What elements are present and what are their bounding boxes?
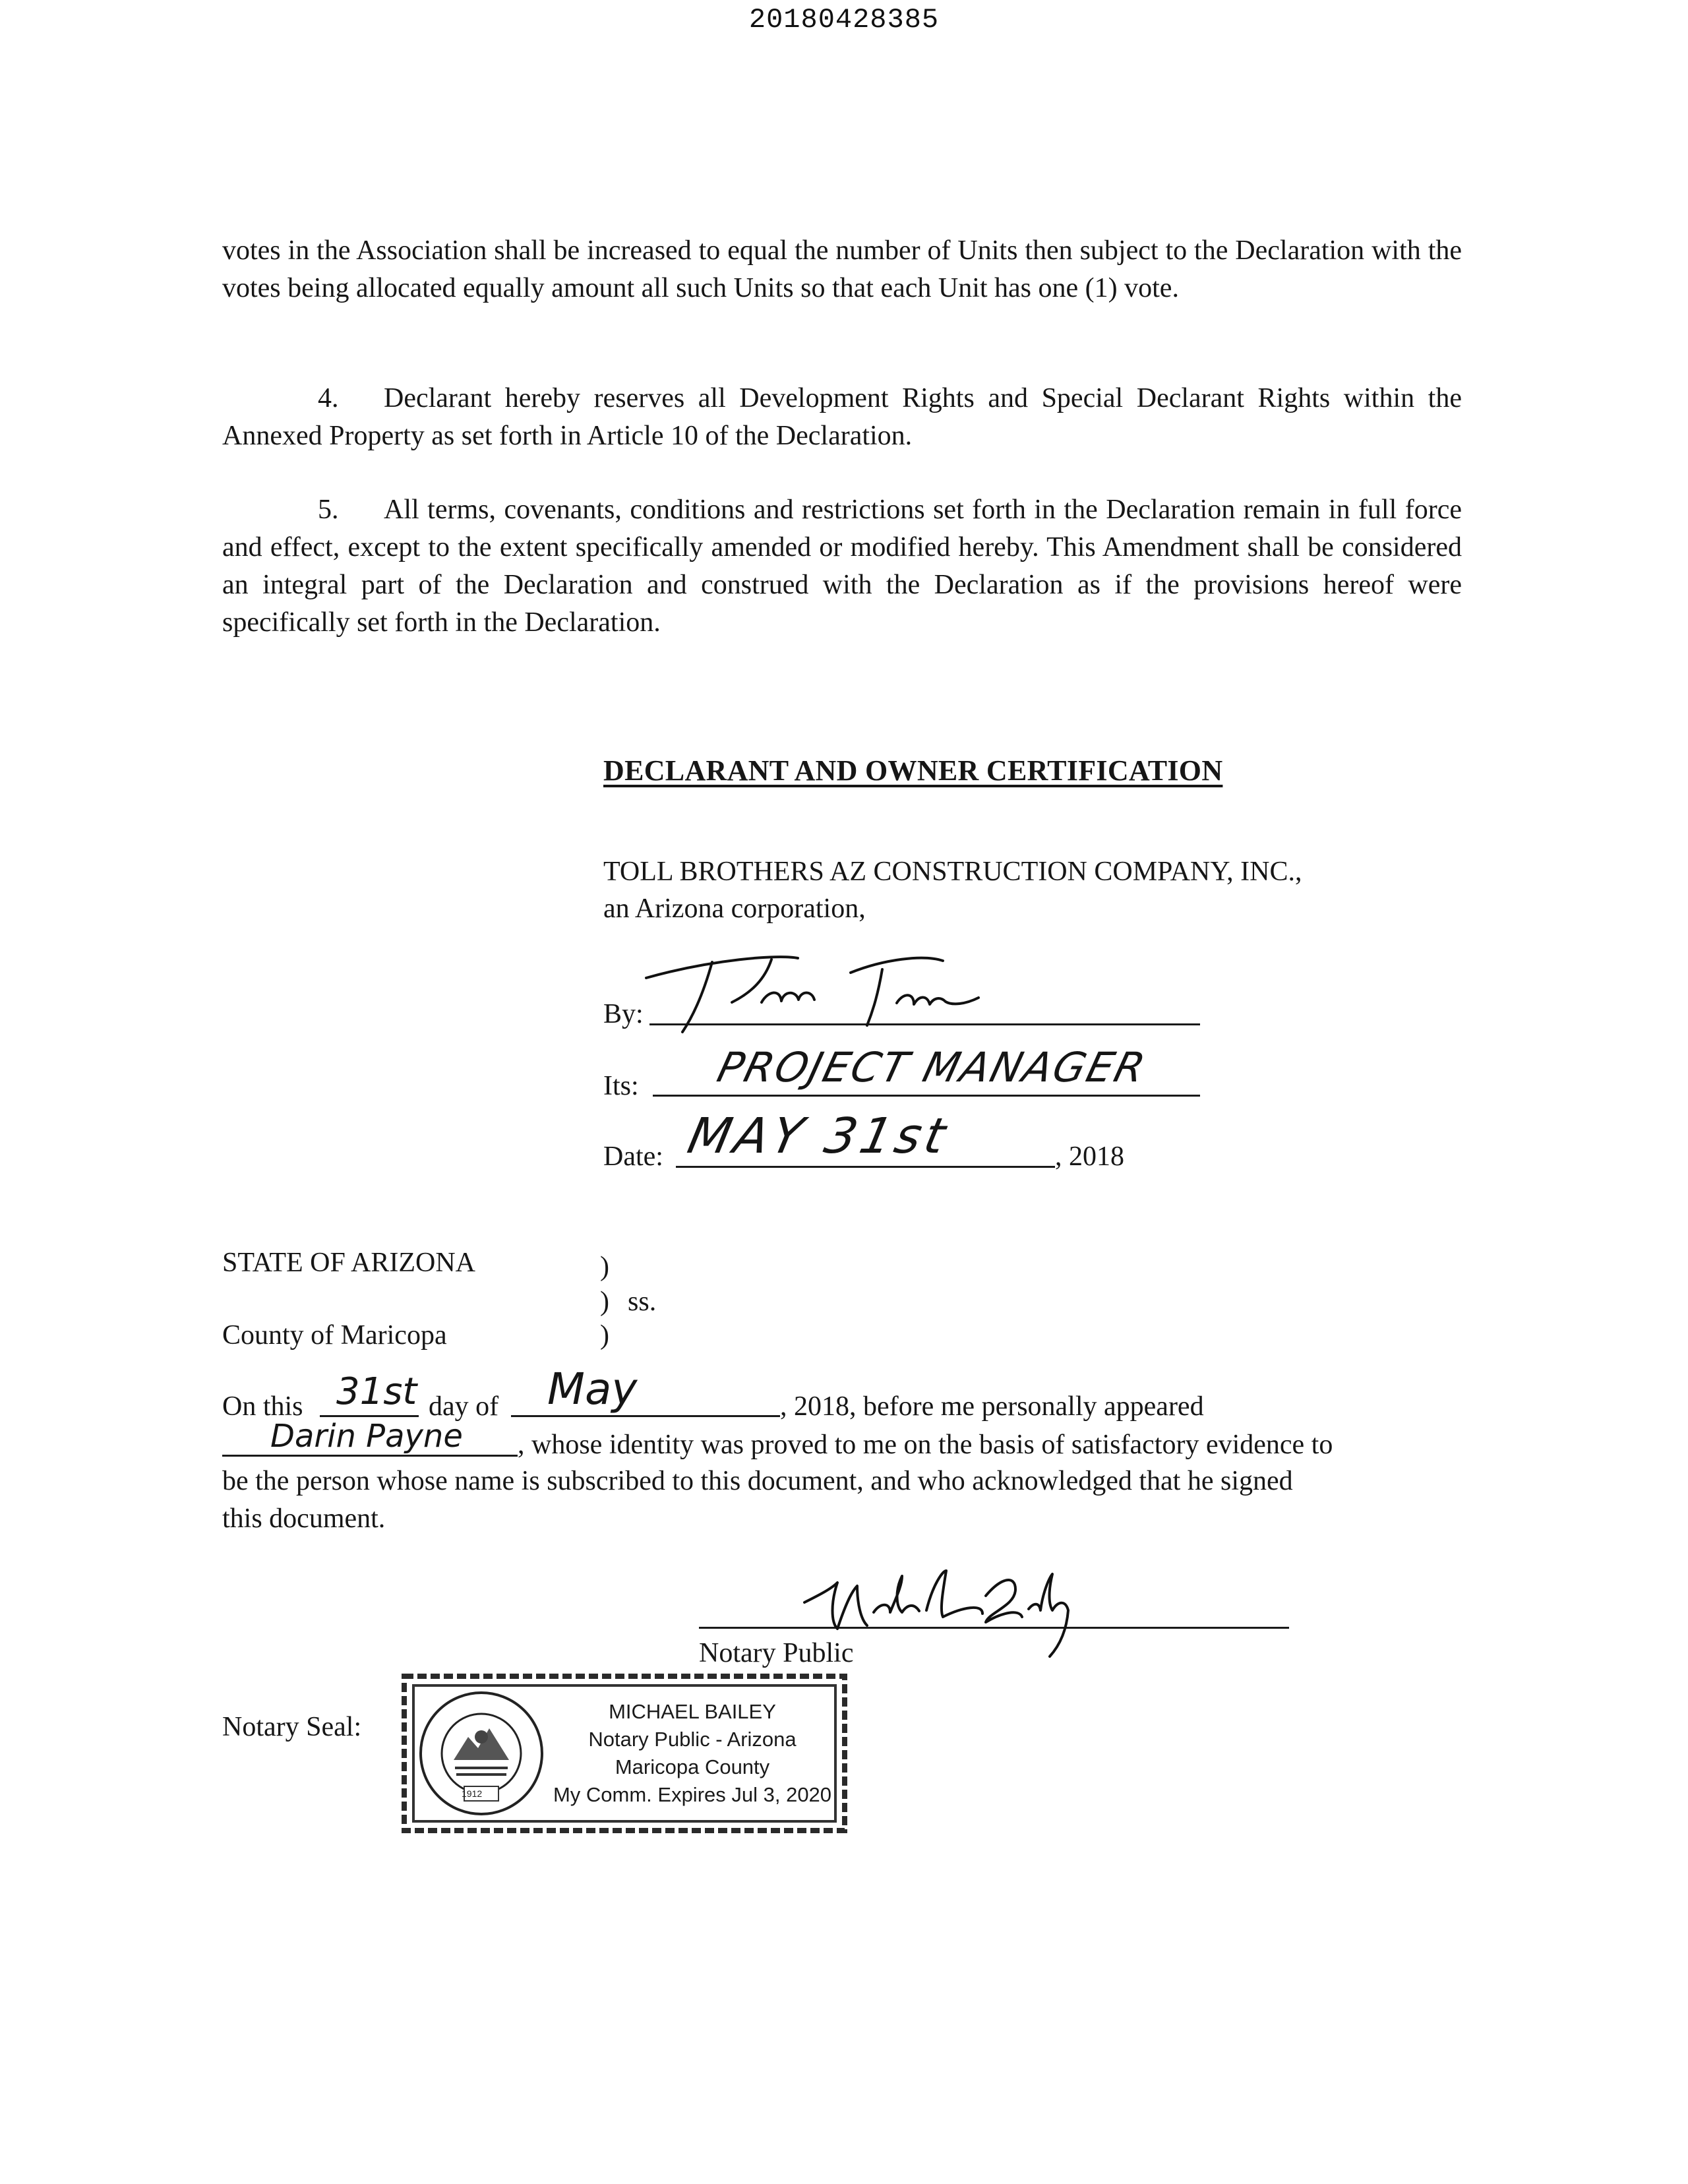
seal-emblem-year: 1912: [462, 1788, 483, 1799]
declarant-signature: [633, 940, 1002, 1039]
ack-on-this: On this: [222, 1391, 303, 1422]
venue-paren-1: ): [600, 1252, 609, 1282]
by-label: By:: [603, 999, 644, 1029]
paragraph-item-5: [222, 491, 1462, 642]
ack-day-line: [320, 1415, 419, 1417]
item-5-text: All terms, covenants, conditions and restrictions set forth in the Declaration remain in full force and effect, except to the extent specifically amended or modified hereby. This Amendment shall be considered an integral part of the Declaration and construed with the Declaration as if the provisions hereof were specifically set forth in the Declaration.: [222, 495, 1462, 638]
venue-ss: ss.: [628, 1287, 657, 1317]
date-handwritten: MAY 31st: [682, 1108, 955, 1165]
seal-notary-name: MICHAEL BAILEY: [609, 1700, 776, 1723]
item-5-number: 5.: [318, 495, 339, 525]
ack-month-handwritten: May: [547, 1364, 638, 1414]
ack-day-of: day of: [429, 1391, 499, 1422]
ack-year-text: , 2018, before me personally appeared: [780, 1391, 1204, 1422]
paragraph-item-4: [222, 380, 1462, 455]
its-label: Its:: [603, 1071, 639, 1101]
venue-paren-2: ): [600, 1287, 609, 1317]
item-4-text: Declarant hereby reserves all Development Rights and Special Declarant Rights within the Annexed Property as set forth in Article 10 of the Declaration.: [222, 383, 1462, 451]
notary-seal-stamp: [399, 1671, 850, 1836]
item-4-number: 4.: [318, 383, 339, 413]
state-seal-emblem-icon: [415, 1687, 547, 1819]
venue-state: STATE OF ARIZONA: [222, 1248, 475, 1278]
company-type: an Arizona corporation,: [603, 894, 866, 924]
its-line: [653, 1095, 1200, 1097]
ack-line-4: this document.: [222, 1503, 386, 1534]
venue-paren-3: ): [600, 1320, 609, 1350]
seal-county: Maricopa County: [615, 1755, 770, 1778]
its-handwritten: PROJECT MANAGER: [712, 1043, 1152, 1091]
notary-seal-label: Notary Seal:: [222, 1712, 362, 1742]
ack-day-handwritten: 31st: [336, 1370, 417, 1413]
ack-name-handwritten: Darin Payne: [270, 1418, 463, 1455]
seal-notary-title: Notary Public - Arizona: [588, 1728, 797, 1751]
ack-line-3: be the person whose name is subscribed to this document, and who acknowledged that he signed: [222, 1466, 1293, 1496]
ack-month-line: [511, 1415, 780, 1417]
recording-number: 20180428385: [748, 4, 940, 36]
certification-heading: DECLARANT AND OWNER CERTIFICATION: [603, 754, 1223, 787]
date-label: Date:: [603, 1141, 663, 1172]
seal-expiration: My Comm. Expires Jul 3, 2020: [553, 1783, 832, 1806]
date-year: , 2018: [1055, 1141, 1124, 1172]
company-name: TOLL BROTHERS AZ CONSTRUCTION COMPANY, INC.,: [603, 857, 1302, 887]
seal-text-block: [544, 1671, 841, 1836]
date-line: [676, 1166, 1055, 1168]
venue-county: County of Maricopa: [222, 1320, 447, 1350]
paragraph-continued: votes in the Association shall be increased to equal the number of Units then subject to the Declaration with the votes being allocated equally amount all such Units so that each Unit has one (1) vote.: [222, 235, 1462, 303]
ack-name-line: [222, 1455, 518, 1457]
ack-whose-text: , whose identity was proved to me on the basis of satisfactory evidence to: [518, 1430, 1333, 1460]
notary-public-label: Notary Public: [699, 1638, 854, 1668]
